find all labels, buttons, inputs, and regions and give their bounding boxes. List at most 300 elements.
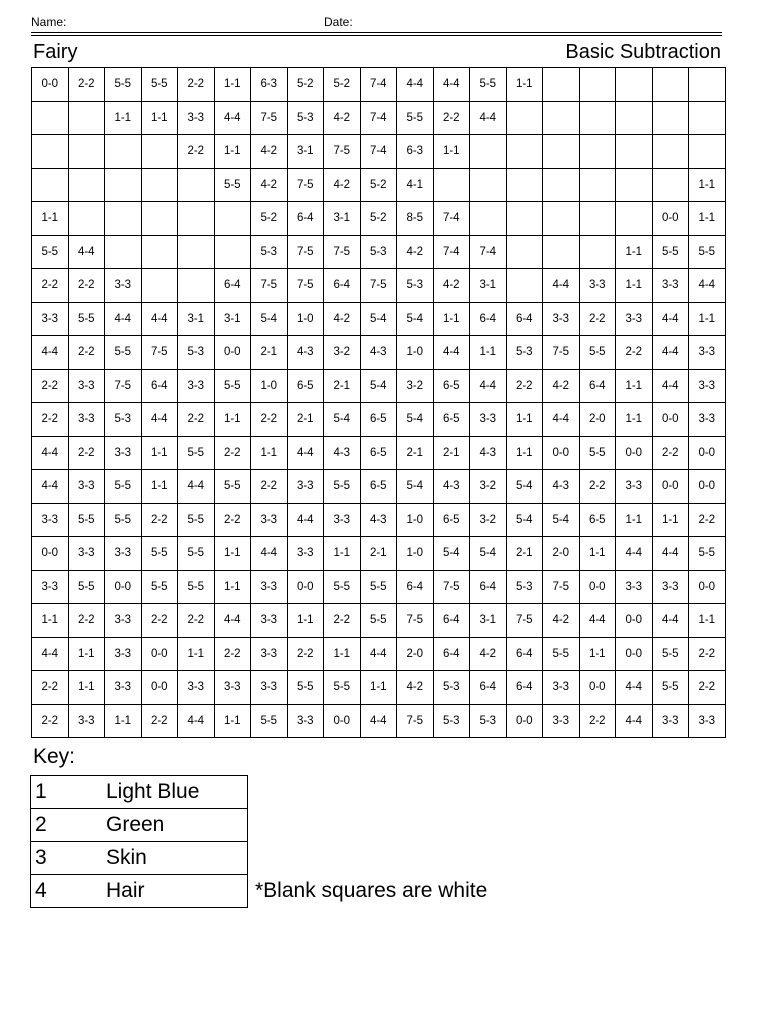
key-number: 2	[31, 809, 107, 842]
grid-cell: 7-5	[506, 604, 543, 638]
grid-cell	[652, 68, 689, 102]
grid-cell	[141, 168, 178, 202]
grid-cell: 0-0	[506, 704, 543, 738]
grid-cell: 5-4	[360, 302, 397, 336]
grid-cell: 4-2	[251, 168, 288, 202]
grid-cell: 2-2	[141, 604, 178, 638]
grid-cell: 5-2	[287, 68, 324, 102]
grid-cell: 0-0	[689, 470, 726, 504]
grid-cell: 2-2	[433, 101, 470, 135]
grid-row	[32, 101, 726, 135]
grid-cell: 4-4	[652, 604, 689, 638]
grid-cell: 5-5	[141, 570, 178, 604]
grid-cell: 5-3	[433, 704, 470, 738]
grid-cell: 3-3	[689, 704, 726, 738]
grid-cell: 6-5	[360, 470, 397, 504]
grid-cell: 4-2	[470, 637, 507, 671]
grid-cell: 6-3	[251, 68, 288, 102]
grid-cell: 1-1	[214, 704, 251, 738]
grid-cell: 4-2	[397, 235, 434, 269]
grid-cell	[506, 101, 543, 135]
grid-cell: 7-4	[433, 202, 470, 236]
grid-cell: 5-3	[178, 336, 215, 370]
grid-cell: 5-5	[324, 470, 361, 504]
grid-cell: 3-1	[178, 302, 215, 336]
grid-cell: 0-0	[689, 570, 726, 604]
grid-cell: 2-2	[141, 704, 178, 738]
grid-cell	[652, 101, 689, 135]
grid-cell: 0-0	[579, 671, 616, 705]
grid-cell: 1-1	[433, 135, 470, 169]
grid-cell: 0-0	[616, 436, 653, 470]
grid-cell: 3-3	[689, 336, 726, 370]
grid-cell: 2-0	[579, 403, 616, 437]
grid-cell	[543, 235, 580, 269]
grid-cell: 4-4	[470, 369, 507, 403]
grid-cell: 1-1	[141, 470, 178, 504]
grid-cell: 2-2	[178, 604, 215, 638]
grid-cell: 2-2	[251, 403, 288, 437]
grid-cell: 2-2	[214, 503, 251, 537]
grid-cell: 0-0	[287, 570, 324, 604]
grid-cell: 4-4	[616, 671, 653, 705]
grid-cell: 4-4	[214, 101, 251, 135]
grid-cell: 5-2	[360, 202, 397, 236]
grid-cell	[689, 68, 726, 102]
grid-cell: 5-3	[470, 704, 507, 738]
grid-row	[32, 570, 726, 604]
grid-cell: 5-5	[105, 336, 142, 370]
grid-cell: 4-4	[543, 269, 580, 303]
grid-cell: 1-1	[68, 671, 105, 705]
grid-cell: 1-0	[397, 336, 434, 370]
grid-cell: 1-1	[251, 436, 288, 470]
grid-cell: 1-0	[397, 503, 434, 537]
grid-cell: 4-3	[360, 503, 397, 537]
grid-cell: 4-4	[652, 369, 689, 403]
grid-cell: 1-1	[433, 302, 470, 336]
grid-cell: 1-1	[616, 235, 653, 269]
grid-cell: 7-4	[470, 235, 507, 269]
grid-cell: 2-2	[32, 671, 69, 705]
grid-cell: 0-0	[105, 570, 142, 604]
grid-cell: 4-4	[360, 637, 397, 671]
grid-cell: 5-5	[68, 503, 105, 537]
grid-cell: 7-5	[324, 235, 361, 269]
grid-cell: 1-1	[105, 704, 142, 738]
grid-cell: 5-2	[360, 168, 397, 202]
grid-cell: 0-0	[324, 704, 361, 738]
grid-cell	[214, 202, 251, 236]
grid-cell	[178, 202, 215, 236]
grid-cell: 2-2	[178, 403, 215, 437]
grid-cell: 2-2	[689, 637, 726, 671]
grid-cell: 4-2	[433, 269, 470, 303]
grid-cell: 2-2	[178, 68, 215, 102]
grid-cell: 2-2	[251, 470, 288, 504]
grid-cell: 3-3	[287, 704, 324, 738]
grid-cell: 3-3	[287, 470, 324, 504]
grid-cell: 4-4	[178, 704, 215, 738]
grid-cell: 6-4	[324, 269, 361, 303]
grid-cell: 2-1	[360, 537, 397, 571]
grid-row	[32, 637, 726, 671]
grid-cell: 2-2	[68, 436, 105, 470]
grid-cell: 1-1	[287, 604, 324, 638]
grid-cell	[105, 202, 142, 236]
grid-cell	[141, 269, 178, 303]
grid-cell: 4-2	[543, 604, 580, 638]
grid-cell: 4-4	[141, 403, 178, 437]
grid-cell	[105, 168, 142, 202]
grid-cell: 3-3	[105, 671, 142, 705]
grid-cell	[105, 235, 142, 269]
grid-cell: 4-3	[287, 336, 324, 370]
grid-cell: 5-5	[214, 168, 251, 202]
grid-cell: 5-5	[689, 235, 726, 269]
grid-cell: 5-4	[506, 470, 543, 504]
date-label: Date:	[324, 15, 353, 29]
grid-cell: 4-4	[433, 68, 470, 102]
grid-cell: 1-1	[506, 436, 543, 470]
grid-cell: 6-5	[360, 436, 397, 470]
grid-cell: 4-4	[543, 403, 580, 437]
grid-cell	[543, 135, 580, 169]
grid-cell: 5-4	[397, 403, 434, 437]
grid-cell: 7-5	[287, 235, 324, 269]
grid-cell: 6-5	[433, 403, 470, 437]
grid-cell: 2-1	[433, 436, 470, 470]
grid-row	[32, 436, 726, 470]
grid-cell: 4-3	[324, 436, 361, 470]
grid-cell: 1-1	[214, 135, 251, 169]
grid-row	[32, 168, 726, 202]
grid-row	[32, 135, 726, 169]
grid-cell: 1-1	[616, 403, 653, 437]
grid-cell: 1-1	[470, 336, 507, 370]
grid-cell	[652, 135, 689, 169]
grid-cell: 4-4	[360, 704, 397, 738]
grid-cell: 2-0	[397, 637, 434, 671]
grid-cell: 5-5	[178, 436, 215, 470]
grid-cell	[689, 101, 726, 135]
grid-cell: 7-5	[397, 704, 434, 738]
grid-cell	[68, 135, 105, 169]
grid-row	[32, 503, 726, 537]
grid-cell: 5-5	[105, 470, 142, 504]
grid-cell: 2-1	[324, 369, 361, 403]
worksheet-subtitle: Basic Subtraction	[565, 41, 721, 63]
grid-cell: 5-5	[652, 671, 689, 705]
grid-cell: 5-4	[251, 302, 288, 336]
grid-cell: 0-0	[32, 68, 69, 102]
grid-cell: 2-2	[178, 135, 215, 169]
grid-cell: 5-5	[689, 537, 726, 571]
grid-cell: 3-3	[251, 570, 288, 604]
grid-cell	[68, 168, 105, 202]
grid-cell: 5-5	[397, 101, 434, 135]
grid-cell: 5-4	[360, 369, 397, 403]
grid-cell: 5-5	[178, 503, 215, 537]
grid-cell: 5-3	[251, 235, 288, 269]
grid-cell: 7-4	[433, 235, 470, 269]
grid-cell: 3-3	[32, 302, 69, 336]
grid-cell: 1-1	[689, 168, 726, 202]
grid-cell: 3-3	[652, 269, 689, 303]
grid-cell	[543, 168, 580, 202]
grid-cell: 4-4	[287, 436, 324, 470]
grid-cell: 0-0	[616, 604, 653, 638]
key-row	[31, 809, 248, 842]
grid-cell: 6-4	[506, 637, 543, 671]
grid-cell: 3-3	[68, 369, 105, 403]
grid-cell	[141, 202, 178, 236]
grid-cell: 3-3	[251, 671, 288, 705]
header-rule	[31, 32, 722, 33]
grid-cell: 1-1	[579, 537, 616, 571]
grid-cell: 7-5	[397, 604, 434, 638]
grid-cell: 3-3	[105, 604, 142, 638]
grid-cell: 1-1	[506, 403, 543, 437]
grid-cell: 4-4	[32, 336, 69, 370]
grid-cell: 4-4	[287, 503, 324, 537]
grid-cell: 8-5	[397, 202, 434, 236]
grid-cell: 4-4	[141, 302, 178, 336]
grid-cell: 2-1	[397, 436, 434, 470]
grid-cell: 2-2	[214, 637, 251, 671]
grid-cell: 5-4	[397, 470, 434, 504]
grid-cell: 7-5	[287, 269, 324, 303]
grid-cell: 3-3	[178, 101, 215, 135]
grid-cell: 3-3	[251, 637, 288, 671]
grid-cell: 3-3	[251, 503, 288, 537]
grid-cell	[579, 235, 616, 269]
grid-cell: 3-3	[32, 570, 69, 604]
grid-cell: 1-1	[214, 403, 251, 437]
grid-cell: 7-5	[433, 570, 470, 604]
grid-cell: 1-1	[579, 637, 616, 671]
header-rule-double	[31, 35, 722, 36]
grid-cell	[506, 202, 543, 236]
grid-cell: 4-2	[543, 369, 580, 403]
grid-row	[32, 537, 726, 571]
grid-row	[32, 269, 726, 303]
grid-cell: 6-4	[470, 671, 507, 705]
grid-row	[32, 470, 726, 504]
grid-cell: 4-4	[433, 336, 470, 370]
grid-cell: 4-2	[324, 168, 361, 202]
grid-cell: 1-1	[32, 202, 69, 236]
grid-cell: 5-3	[506, 336, 543, 370]
key-color-name: Skin	[106, 842, 248, 875]
grid-cell	[616, 101, 653, 135]
grid-cell: 1-1	[652, 503, 689, 537]
grid-cell: 4-4	[68, 235, 105, 269]
grid-cell: 6-4	[214, 269, 251, 303]
grid-cell: 5-5	[251, 704, 288, 738]
grid-row	[32, 671, 726, 705]
grid-cell: 3-3	[616, 302, 653, 336]
grid-cell: 4-4	[32, 470, 69, 504]
grid-cell: 5-5	[652, 235, 689, 269]
grid-cell: 2-2	[616, 336, 653, 370]
grid-cell: 2-2	[68, 68, 105, 102]
grid-cell	[616, 202, 653, 236]
grid-cell: 5-5	[360, 604, 397, 638]
grid-cell: 4-4	[579, 604, 616, 638]
key-number: 1	[31, 776, 107, 809]
grid-cell	[506, 135, 543, 169]
grid-cell: 7-5	[105, 369, 142, 403]
grid-cell: 5-4	[543, 503, 580, 537]
grid-cell: 2-2	[579, 302, 616, 336]
grid-row	[32, 704, 726, 738]
grid-cell: 5-4	[470, 537, 507, 571]
grid-cell: 4-1	[397, 168, 434, 202]
grid-cell: 6-3	[397, 135, 434, 169]
grid-cell: 4-2	[251, 135, 288, 169]
grid-cell: 3-3	[579, 269, 616, 303]
grid-cell: 6-5	[360, 403, 397, 437]
grid-cell: 0-0	[141, 671, 178, 705]
grid-cell: 1-1	[141, 101, 178, 135]
grid-cell	[616, 68, 653, 102]
grid-cell: 5-5	[32, 235, 69, 269]
grid-cell: 5-5	[178, 537, 215, 571]
grid-cell: 1-0	[397, 537, 434, 571]
grid-cell	[579, 202, 616, 236]
grid-cell: 4-4	[251, 537, 288, 571]
key-number: 3	[31, 842, 107, 875]
grid-cell	[543, 68, 580, 102]
grid-cell: 1-1	[616, 503, 653, 537]
key-color-name: Hair	[106, 875, 248, 908]
grid-cell: 4-4	[214, 604, 251, 638]
grid-cell: 4-4	[105, 302, 142, 336]
grid-cell: 2-2	[579, 470, 616, 504]
grid-cell: 7-4	[360, 68, 397, 102]
grid-cell: 3-3	[543, 671, 580, 705]
grid-cell: 5-5	[178, 570, 215, 604]
grid-cell: 7-5	[543, 570, 580, 604]
grid-cell	[579, 68, 616, 102]
grid-row	[32, 403, 726, 437]
grid-row	[32, 202, 726, 236]
grid-cell	[214, 235, 251, 269]
grid-cell: 2-1	[287, 403, 324, 437]
grid-cell: 2-2	[689, 503, 726, 537]
grid-cell: 5-5	[324, 570, 361, 604]
grid-cell: 4-2	[324, 302, 361, 336]
grid-cell: 7-5	[141, 336, 178, 370]
grid-cell: 3-3	[652, 704, 689, 738]
grid-cell: 5-5	[652, 637, 689, 671]
grid-cell: 4-2	[324, 101, 361, 135]
grid-cell: 7-5	[251, 101, 288, 135]
key-note: *Blank squares are white	[255, 879, 488, 902]
grid-cell: 4-3	[360, 336, 397, 370]
grid-cell: 0-0	[652, 470, 689, 504]
grid-cell: 4-4	[616, 537, 653, 571]
grid-cell: 3-3	[287, 537, 324, 571]
grid-cell	[32, 101, 69, 135]
grid-cell: 1-1	[32, 604, 69, 638]
grid-cell: 0-0	[689, 436, 726, 470]
grid-cell: 3-3	[68, 403, 105, 437]
grid-cell: 6-4	[470, 302, 507, 336]
grid-cell	[105, 135, 142, 169]
grid-cell: 6-4	[579, 369, 616, 403]
grid-cell: 5-3	[506, 570, 543, 604]
grid-cell	[68, 202, 105, 236]
grid-cell: 4-4	[652, 336, 689, 370]
grid-cell	[689, 135, 726, 169]
grid-cell: 5-5	[68, 302, 105, 336]
grid-cell: 3-3	[105, 269, 142, 303]
grid-cell: 3-3	[689, 403, 726, 437]
grid-cell: 4-4	[652, 302, 689, 336]
grid-cell	[579, 168, 616, 202]
grid-cell: 7-4	[360, 135, 397, 169]
grid-cell: 1-1	[360, 671, 397, 705]
grid-cell	[32, 168, 69, 202]
grid-row	[32, 68, 726, 102]
grid-cell: 4-4	[178, 470, 215, 504]
grid-cell: 1-1	[214, 570, 251, 604]
worksheet-header	[31, 14, 722, 34]
grid-cell: 5-5	[360, 570, 397, 604]
coloring-grid	[31, 67, 726, 738]
grid-cell	[141, 235, 178, 269]
key-title: Key:	[33, 745, 76, 768]
grid-cell: 5-2	[324, 68, 361, 102]
grid-cell: 3-3	[324, 503, 361, 537]
grid-cell: 3-3	[32, 503, 69, 537]
grid-cell: 7-5	[287, 168, 324, 202]
grid-cell: 4-3	[433, 470, 470, 504]
grid-cell: 3-3	[543, 302, 580, 336]
grid-cell: 2-2	[68, 269, 105, 303]
grid-cell: 1-1	[324, 537, 361, 571]
grid-cell: 4-4	[652, 537, 689, 571]
grid-cell: 1-1	[506, 68, 543, 102]
grid-cell: 6-5	[433, 503, 470, 537]
grid-cell: 1-0	[251, 369, 288, 403]
grid-cell: 3-3	[214, 671, 251, 705]
grid-cell: 3-2	[397, 369, 434, 403]
grid-cell: 5-3	[287, 101, 324, 135]
grid-cell: 5-5	[470, 68, 507, 102]
grid-cell: 0-0	[32, 537, 69, 571]
grid-cell: 3-2	[470, 503, 507, 537]
grid-cell	[616, 168, 653, 202]
key-number: 4	[31, 875, 107, 908]
grid-cell	[543, 202, 580, 236]
grid-cell: 7-5	[324, 135, 361, 169]
grid-cell: 0-0	[652, 403, 689, 437]
grid-cell: 2-2	[32, 704, 69, 738]
grid-cell: 3-3	[616, 570, 653, 604]
grid-cell: 6-5	[433, 369, 470, 403]
grid-cell: 2-2	[324, 604, 361, 638]
grid-cell: 7-5	[251, 269, 288, 303]
grid-cell: 6-4	[397, 570, 434, 604]
key-row	[31, 875, 248, 908]
grid-cell	[433, 168, 470, 202]
grid-cell	[32, 135, 69, 169]
grid-cell: 5-2	[251, 202, 288, 236]
grid-cell: 5-5	[579, 436, 616, 470]
